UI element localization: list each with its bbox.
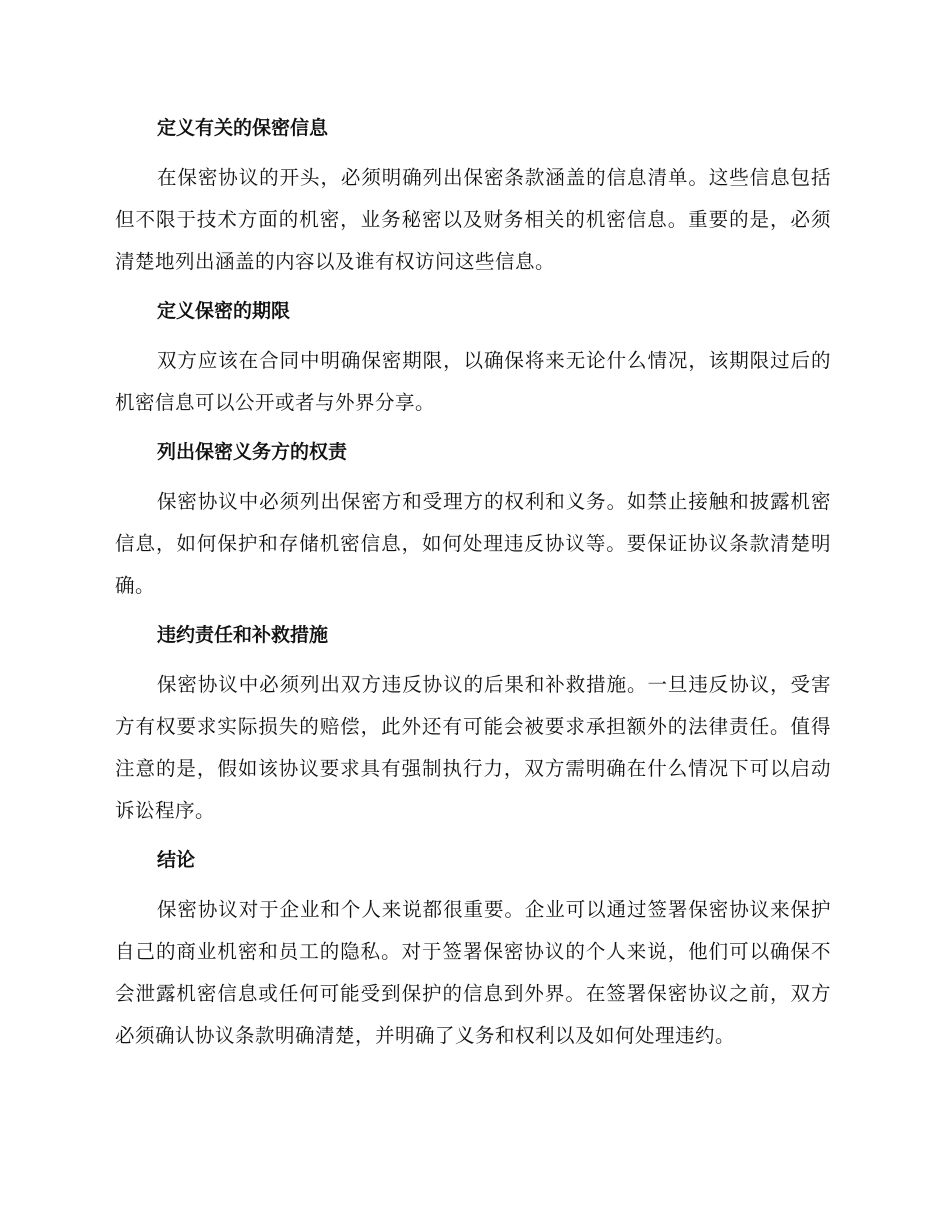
section-rights-and-duties [115,432,831,607]
section-confidentiality-period [115,291,831,424]
section-conclusion [115,840,831,1057]
section-paragraph: 保密协议对于企业和个人来说都很重要。企业可以通过签署保密协议来保护自己的商业机密和员工的隐私。对于签署保密协议的个人来说，他们可以确保不会泄露机密信息或任何可能受到保护的信息到外界。在签署保密协议之前，双方必须确认协议条款明确清楚，并明确了义务和权利以及如何处理违约。 [115,898,831,1047]
section-confidential-info [115,108,831,283]
section-paragraph: 保密协议中必须列出保密方和受理方的权利和义务。如禁止接触和披露机密信息，如何保护和存储机密信息，如何处理违反协议等。要保证协议条款清楚明确。 [115,490,831,597]
section-breach-and-remedies [115,615,831,832]
section-paragraph: 保密协议中必须列出双方违反协议的后果和补救措施。一旦违反协议，受害方有权要求实际损失的赔偿，此外还有可能会被要求承担额外的法律责任。值得注意的是，假如该协议要求具有强制执行力，双方需明确在什么情况下可以启动诉讼程序。 [115,673,831,822]
section-heading: 结论 [157,849,196,871]
section-heading: 定义有关的保密信息 [157,117,329,139]
section-heading: 定义保密的期限 [157,300,291,322]
section-heading: 违约责任和补救措施 [157,624,329,646]
document-page [115,108,831,1065]
section-heading: 列出保密义务方的权责 [157,441,348,463]
section-paragraph: 在保密协议的开头，必须明确列出保密条款涵盖的信息清单。这些信息包括但不限于技术方面的机密，业务秘密以及财务相关的机密信息。重要的是，必须清楚地列出涵盖的内容以及谁有权访问这些信息。 [115,166,831,273]
section-paragraph: 双方应该在合同中明确保密期限，以确保将来无论什么情况，该期限过后的机密信息可以公开或者与外界分享。 [115,349,831,414]
